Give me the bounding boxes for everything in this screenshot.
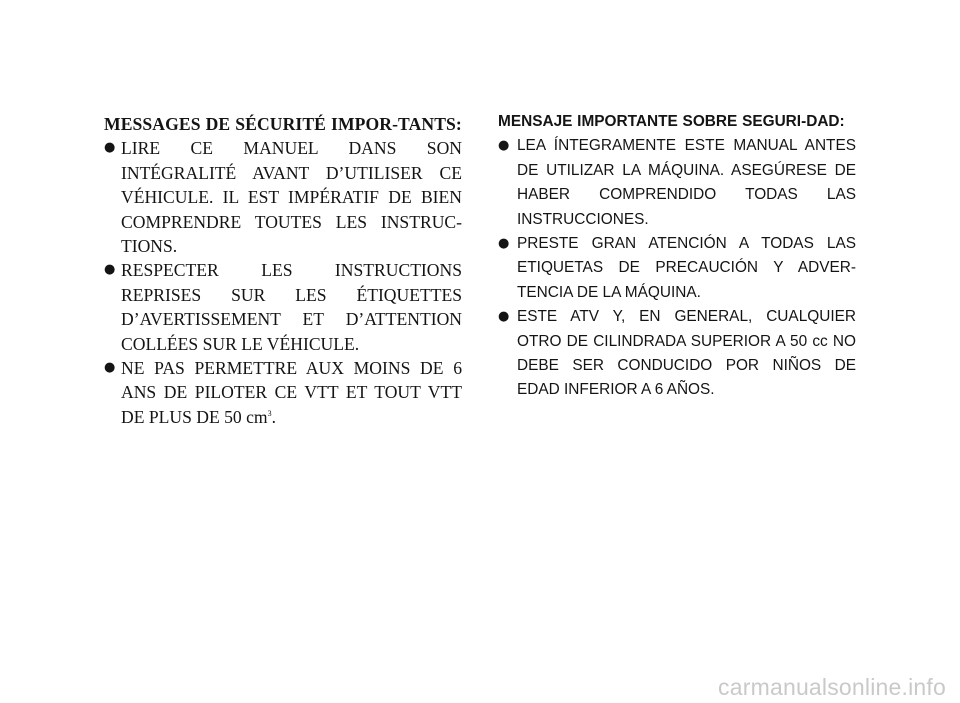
bullet-icon: ● [104, 262, 116, 278]
spanish-bullet-text: PRESTE GRAN ATENCIÓN A TODAS LAS ETIQUETAS DE PRECAUCIÓN Y ADVER-TENCIA DE LA MÁQUINA. [517, 235, 856, 301]
bullet-icon: ● [104, 140, 116, 156]
french-heading: MESSAGES DE SÉCURITÉ IMPOR-TANTS: [104, 114, 462, 134]
french-bullet-text: NE PAS PERMETTRE AUX MOINS DE 6 ANS DE PILOTER CE VTT ET TOUT VTT DE PLUS DE 50 cm [121, 358, 462, 427]
spanish-bullet-item [498, 134, 856, 232]
spanish-safety-section [498, 110, 856, 403]
french-bullet-item [104, 258, 462, 356]
french-bullet-text: LIRE CE MANUEL DANS SON INTÉGRALITÉ AVANT D’UTILISER CE VÉHICULE. IL EST IMPÉRATIF DE BIEN COMPRENDRE TOUTES LES INSTRUC-TIONS. [121, 138, 462, 257]
spanish-bullet-list [498, 134, 856, 402]
bullet-icon: ● [104, 360, 116, 376]
french-bullet-item [104, 356, 462, 429]
french-bullet-text: RESPECTER LES INSTRUCTIONS REPRISES SUR LES ÉTIQUETTES D’AVERTISSEMENT ET D’ATTENTION COLLÉES SUR LE VÉHICULE. [121, 260, 462, 354]
spanish-bullet-text: LEA ÍNTEGRAMENTE ESTE MANUAL ANTES DE UTILIZAR LA MÁQUINA. ASEGÚRESE DE HABER COMPRENDIDO TODAS LAS INSTRUCCIONES. [517, 137, 856, 228]
spanish-heading: MENSAJE IMPORTANTE SOBRE SEGURI-DAD: [498, 113, 845, 130]
french-bullet-item [104, 136, 462, 258]
french-bullet-list [104, 136, 462, 429]
bullet-icon: ● [498, 138, 510, 154]
spanish-bullet-text: ESTE ATV Y, EN GENERAL, CUALQUIER OTRO DE CILINDRADA SUPERIOR A 50 cc NO DEBE SER CONDUCIDO POR NIÑOS DE EDAD INFERIOR A 6 AÑOS. [517, 308, 856, 399]
french-safety-section [104, 112, 462, 429]
french-bullet-suffix: . [271, 406, 277, 427]
watermark-text: carmanualsonline.info [718, 674, 946, 700]
spanish-bullet-item [498, 305, 856, 403]
cubic-superscript: 3 [267, 409, 272, 419]
spanish-bullet-item [498, 232, 856, 305]
bullet-icon: ● [498, 236, 510, 252]
bullet-icon: ● [498, 309, 510, 325]
